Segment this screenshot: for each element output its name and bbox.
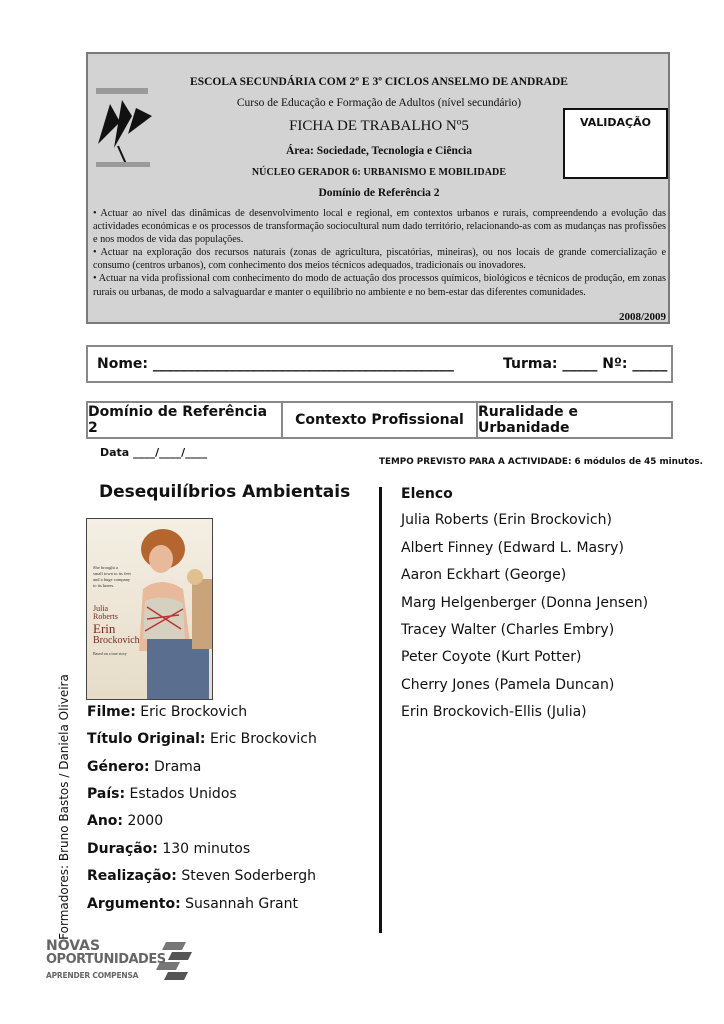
movie-poster <box>86 518 213 700</box>
cast-item: Erin Brockovich-Ellis (Julia) <box>401 704 587 720</box>
film-info-label: Duração: <box>87 841 158 857</box>
nucleo-label: NÚCLEO GERADOR 6: URBANISMO E MOBILIDADE <box>251 167 507 178</box>
cast-item: Julia Roberts (Erin Brockovich) <box>401 512 612 528</box>
area-label: Área: Sociedade, Tecnologia e Ciência <box>285 145 472 157</box>
film-info-value: 2000 <box>123 813 164 829</box>
validation-box <box>563 108 668 179</box>
competencies-list <box>93 207 666 299</box>
activity-title: Desequilíbrios Ambientais <box>99 482 351 502</box>
poster-tagline: to its knees. <box>93 583 115 588</box>
logo-line: APRENDER COMPENSA <box>46 971 139 980</box>
film-info-label: Filme: <box>87 704 136 720</box>
course-name: Curso de Educação e Formação de Adultos (nível secundário) <box>236 97 522 109</box>
film-info-value: Eric Brockovich <box>205 731 317 747</box>
film-info-label: Título Original: <box>87 731 206 747</box>
poster-actor: Roberts <box>93 612 118 621</box>
school-name: ESCOLA SECUNDÁRIA COM 2º E 3º CICLOS ANSELMO DE ANDRADE <box>190 76 568 88</box>
school-year: 2008/2009 <box>618 311 666 323</box>
poster-title: Brockovich <box>93 635 140 646</box>
film-info-row <box>87 731 317 747</box>
film-info-row <box>87 759 201 775</box>
cast-item: Marg Helgenberger (Donna Jensen) <box>401 595 649 611</box>
poster-actor: Julia <box>93 604 109 613</box>
film-info-value: Drama <box>149 759 202 775</box>
worksheet-title: FICHA DE TRABALHO Nº5 <box>289 118 469 134</box>
film-info-value: Steven Soderbergh <box>176 868 317 884</box>
film-info-row <box>87 868 316 884</box>
film-info-row <box>87 704 247 720</box>
film-info-row <box>87 841 250 857</box>
dominio-cell: Domínio de Referência 2 <box>88 403 283 437</box>
competency-item: • Actuar ao nível das dinâmicas de desenvolvimento local e regional, em contextos urbanos e rurais, compreendendo a evolução das actividades económicas e os processos de transformação sociocultural num dado território, relacionando-as com as mudanças nas profissões e nos modos de vida das populações. <box>93 208 666 246</box>
cast-heading: Elenco <box>401 486 453 502</box>
cast-item: Cherry Jones (Pamela Duncan) <box>401 677 615 693</box>
film-info-value: 130 minutos <box>157 841 251 857</box>
cast-item: Albert Finney (Edward L. Masry) <box>401 540 624 556</box>
film-info-label: Ano: <box>87 813 124 829</box>
film-info-value: Eric Brockovich <box>135 704 248 720</box>
logo-line: NOVAS <box>46 938 101 954</box>
film-info-row <box>87 813 163 829</box>
film-info-label: Realização: <box>87 868 177 884</box>
competency-item: • Actuar na vida profissional com conhecimento do modo de actuação dos processos químicos, biológicos e técnicos de produção, em zonas rurais ou urbanas, de modo a salvaguardar e manter o equilíbrio no ambiente e no bem-estar das diferentes comunidades. <box>93 273 666 298</box>
date-field[interactable]: Data ____/____/____ <box>100 446 208 459</box>
validation-label: VALIDAÇÃO <box>580 116 651 129</box>
contexto-cell: Contexto Profissional <box>283 403 478 437</box>
turma-number-field[interactable]: Turma: _____ Nº: _____ <box>503 356 668 372</box>
student-info-box <box>86 345 673 383</box>
ruralidade-cell: Ruralidade e Urbanidade <box>478 404 579 436</box>
film-info-row <box>87 896 298 912</box>
dominio-label: Domínio de Referência 2 <box>318 187 440 199</box>
cast-item: Aaron Eckhart (George) <box>401 567 567 583</box>
time-estimate: TEMPO PREVISTO PARA A ACTIVIDADE: 6 módulos de 45 minutos. <box>379 457 703 467</box>
formadores-credit: Formadores: Bruno Bastos / Daniela Oliveira <box>57 674 71 940</box>
cast-item: Tracey Walter (Charles Embry) <box>401 622 615 638</box>
film-info-label: País: <box>87 786 126 802</box>
context-row <box>86 401 673 439</box>
novas-oportunidades-logo <box>46 940 196 990</box>
film-info-row <box>87 786 237 802</box>
poster-tagline: She brought a <box>93 565 118 570</box>
competency-item: • Actuar na exploração dos recursos naturais (zonas de agricultura, piscatórias, mineiras), ou nos locais de grande comercialização e consumo (centros urbanos), com conhecimento dos meios técnicos adequados, tradicionais ou inovadores. <box>93 247 666 272</box>
poster-tagline: and a huge company <box>93 577 131 582</box>
poster-subtitle: Based on a true story <box>93 651 127 656</box>
film-info-label: Argumento: <box>87 896 181 912</box>
film-info-label: Género: <box>87 759 150 775</box>
poster-title: Erin <box>93 621 116 636</box>
name-field[interactable]: Nome: ___________________________________________ <box>97 356 454 372</box>
logo-line: OPORTUNIDADES <box>46 952 166 967</box>
cast-item: Peter Coyote (Kurt Potter) <box>401 649 582 665</box>
column-divider <box>379 487 382 933</box>
film-info-value: Estados Unidos <box>125 786 237 802</box>
poster-tagline: small town to its feet <box>93 571 131 576</box>
film-info-value: Susannah Grant <box>180 896 298 912</box>
